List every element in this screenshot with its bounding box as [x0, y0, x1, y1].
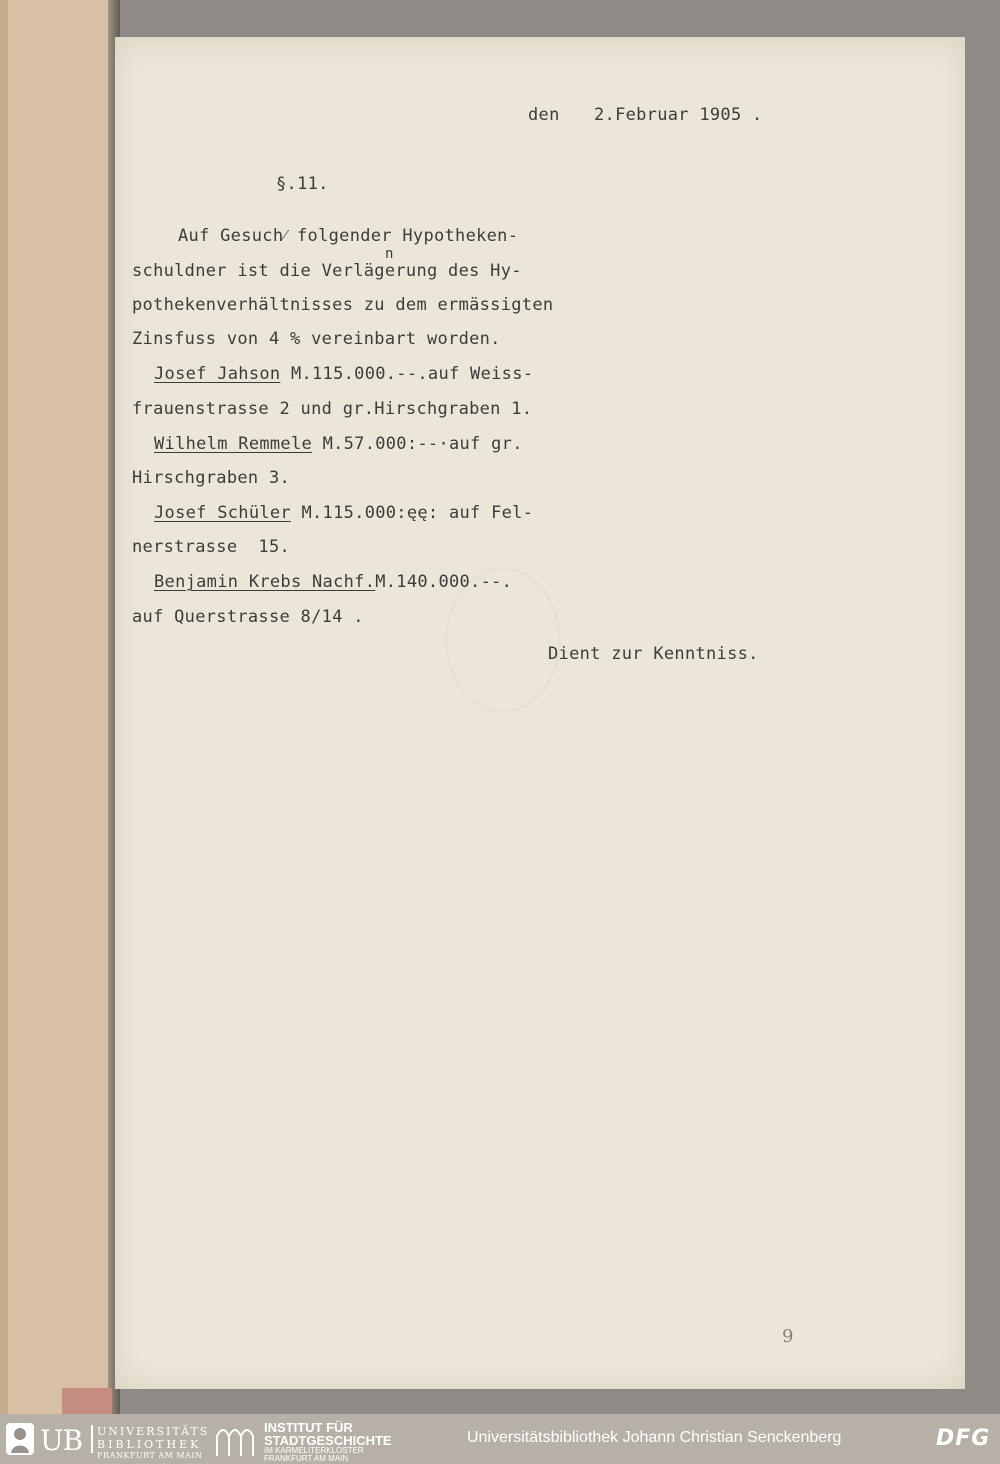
entry-1-name: Josef Jahson [154, 364, 281, 384]
institute-logo-line-4: FRANKFURT AM MAIN [264, 1454, 349, 1463]
entry-4-details: M.140.000.--. [375, 572, 513, 592]
footer-library-name: Universitätsbibliothek Johann Christian Senckenberg [467, 1429, 842, 1446]
institute-logo-line-3: IM KARMELITERKLOSTER [264, 1446, 364, 1455]
ub-logo-letters: UB [40, 1424, 83, 1457]
entry-2 [154, 434, 523, 454]
entry-4-line-2: auf Querstrasse 8/14 . [132, 607, 364, 627]
entry-4-name: Benjamin Krebs Nachf. [154, 572, 376, 592]
ub-logo-line-3: FRANKFURT AM MAIN [97, 1451, 203, 1460]
entry-3-details: M.115.000:ęę: auf Fel- [290, 503, 534, 523]
paragraph-line-3: pothekenverhältnisses zu dem ermässigten [132, 295, 554, 315]
entry-1 [154, 364, 533, 384]
paragraph-line-4: Zinsfuss von 4 % vereinbart worden. [132, 329, 501, 349]
institute-logo-line-1: INSTITUT FÜR [264, 1420, 353, 1435]
institute-logo-line-2: STADTGESCHICHTE [264, 1433, 392, 1448]
folder-board [0, 0, 112, 1414]
date-value: 2.Februar 1905 . [594, 105, 763, 125]
paragraph-line-2: schuldner ist die Verlägerung des Hy- [132, 261, 522, 281]
institute-arches-icon [215, 1422, 255, 1456]
entry-1-line-2: frauenstrasse 2 und gr.Hirschgraben 1. [132, 399, 533, 419]
ub-logo-line-2: BIBLIOTHEK [97, 1438, 202, 1451]
university-library-emblem-icon [6, 1423, 34, 1455]
footer-bar [0, 1414, 1000, 1464]
folder-tab [62, 1388, 112, 1414]
folder-board-edge [0, 0, 8, 1414]
entry-2-name: Wilhelm Remmele [154, 434, 313, 454]
document-page [115, 37, 965, 1389]
entry-3-name: Josef Schüler [154, 503, 291, 523]
closing-note: Dient zur Kenntniss. [548, 644, 759, 664]
entry-1-details: M.115.000.--.auf Weiss- [280, 364, 534, 384]
entry-4 [154, 572, 512, 592]
entry-2-line-2: Hirschgraben 3. [132, 468, 291, 488]
paragraph-line-1: Auf Gesuch⁄ folgender Hypotheken- [178, 226, 519, 246]
ub-logo-line-1: UNIVERSITÄTS [97, 1425, 210, 1438]
section-number: §.11. [276, 174, 329, 194]
date-prefix: den [528, 105, 560, 125]
entry-2-details: M.57.000:--·auf gr. [312, 434, 523, 454]
entry-3-line-2: nerstrasse 15. [132, 537, 291, 557]
ub-logo-divider [91, 1425, 93, 1453]
entry-3 [154, 503, 533, 523]
dfg-logo: DFG [936, 1426, 991, 1451]
page-number: 9 [782, 1326, 794, 1347]
paragraph-insertion: n [385, 246, 394, 262]
